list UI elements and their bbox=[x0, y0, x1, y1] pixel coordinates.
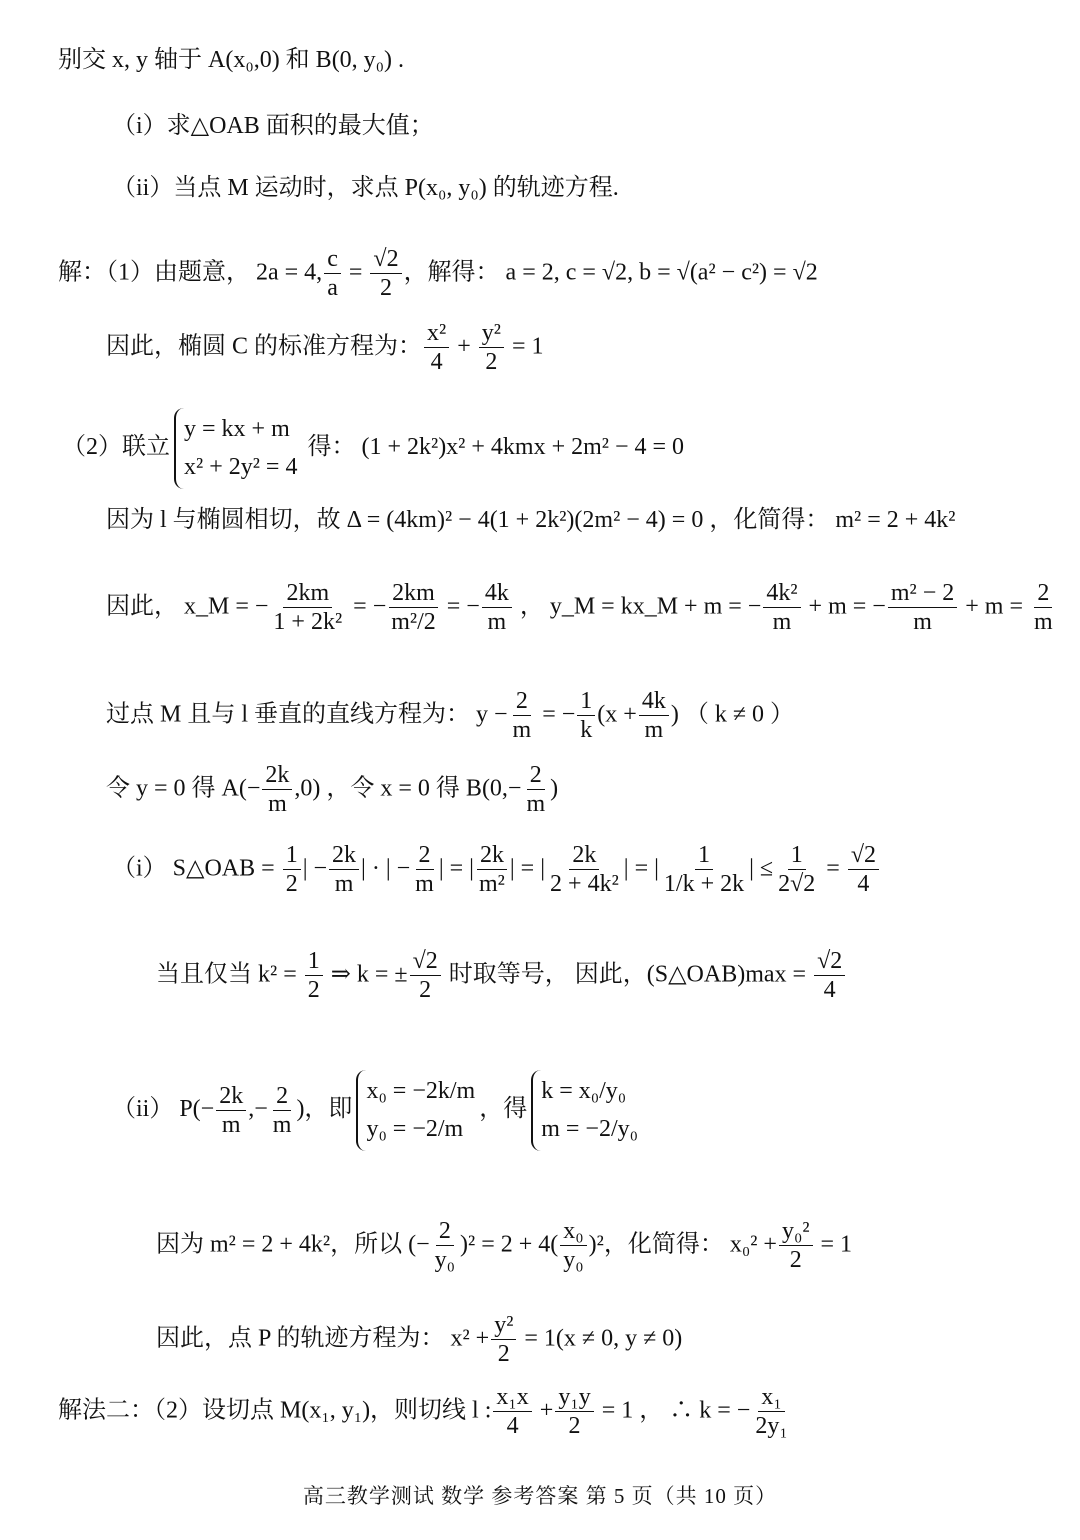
fraction: $\frac{2}{m}$ bbox=[1033, 580, 1053, 636]
fraction: $\frac{2}{m}$ bbox=[272, 1082, 292, 1138]
fraction: $\frac{1}{k}$ bbox=[577, 688, 595, 744]
solution-part-2-system: （2）联立 y = kx + m x² + 2y² = 4 得： (1 + 2k²)x² + 4kmx + 2m² − 4 = 0 bbox=[62, 408, 684, 489]
point-m-coordinates: 因此， x_M = − $\frac{2km}{\text{1 + 2k²}}$ = − $\frac{2km}{\text{m²/2}}$ = − $\frac{4k}{m}$ ， y_M = kx_M + m = − $\frac{\text{4k²}}{m}$ + m = − $\frac{\text{m² − 2}}{m}$ + m = $\frac{2}{m}$ bbox=[106, 580, 1058, 636]
equality-condition-line: 当且仅当 k² = $\frac{1}{2}$ ⇒ k = ± $\frac{√2}{2}$ 时取等号， 因此，(S△OAB)max = $\frac{√2}{4}$ bbox=[156, 948, 847, 1004]
point-p-systems: （ii） P(− $\frac{2k}{m}$ ,− $\frac{2}{m}$ )，即 x₀ = −2k/m y₀ = −2/m ，得 k = x₀/y₀ m = −2/y₀ bbox=[112, 1070, 642, 1151]
question-ii: （ii）当点 M 运动时，求点 P(x₀, y₀) 的轨迹方程. bbox=[112, 175, 619, 201]
fraction: $\frac{2km}{\text{1 + 2k²}}$ bbox=[273, 580, 343, 636]
fraction: $\frac{√2}{4}$ bbox=[848, 842, 879, 898]
fraction-y2-over-2: $\frac{\text{y²}}{2}$ bbox=[479, 320, 504, 376]
locus-equation-line: 因此，点 P 的轨迹方程为： x² + $\frac{\text{y²}}{2}$ = 1(x ≠ 0, y ≠ 0) bbox=[156, 1312, 683, 1368]
question-i: （i）求△OAB 面积的最大值； bbox=[112, 113, 434, 139]
fraction: $\frac{1}{2√2}$ bbox=[778, 842, 816, 898]
points-a-b-line: 令 y = 0 得 A(− $\frac{2k}{m}$ ,0) ，令 x = 0 得 B(0,− $\frac{2}{m}$ ) bbox=[106, 762, 559, 818]
fraction: $\frac{4k}{m}$ bbox=[639, 688, 669, 744]
fraction: $\frac{1}{2}$ bbox=[283, 842, 301, 898]
fraction: $\frac{\text{y₀²}}{2}$ bbox=[779, 1218, 813, 1274]
fraction: $\frac{2k}{\text{m²}}$ bbox=[476, 842, 508, 898]
tangent-condition-line: 因为 l 与椭圆相切，故 Δ = (4km)² − 4(1 + 2k²)(2m² − 4) = 0 ，化简得： m² = 2 + 4k² bbox=[106, 507, 956, 533]
fraction: $\frac{\text{y₁y}}{2}$ bbox=[555, 1384, 593, 1440]
fraction: $\frac{\text{x₀}}{\text{y₀}}$ bbox=[560, 1218, 586, 1274]
fraction: $\frac{2}{m}$ bbox=[512, 688, 532, 744]
area-calculation: （i） S△OAB = $\frac{1}{2}$ | − $\frac{2k}{m}$ | · | − $\frac{2}{m}$ | = | $\frac{2k}{\text{m²}}$ | = | $\frac{2k}{\text{2 + 4k²}}$ | = | $\frac{1}{1/k + 2k}$ | ≤ $\frac{1}{2√2}$ = $\frac{√2}{4}$ bbox=[112, 842, 881, 898]
equation-system-line-ellipse: y = kx + m x² + 2y² = 4 bbox=[174, 408, 297, 489]
fraction-sqrt2-over-2: $\frac{√2}{2}$ bbox=[370, 246, 401, 302]
fraction: $\frac{\text{4k²}}{m}$ bbox=[763, 580, 800, 636]
line-intercepts: 别交 x, y 轴于 A(x₀,0) 和 B(0, y₀) . bbox=[58, 47, 405, 73]
fraction-c-over-a: $\frac{c}{a}$ bbox=[324, 246, 341, 302]
fraction: $\frac{2k}{m}$ bbox=[329, 842, 359, 898]
solution-part-1: 解：（1）由题意， 2a = 4, $\frac{c}{a}$ = $\frac{√2}{2}$ ，解得： a = 2, c = √2, b = √(a² − c²) = √2 bbox=[58, 246, 818, 302]
ellipse-equation-line: 因此，椭圆 C 的标准方程为： $\frac{\text{x²}}{4}$ + $\frac{\text{y²}}{2}$ = 1 bbox=[106, 320, 544, 376]
perpendicular-line-equation: 过点 M 且与 l 垂直的直线方程为： y − $\frac{2}{m}$ = − $\frac{1}{k}$ (x + $\frac{4k}{m}$ ) （ k ≠ 0 ） bbox=[106, 688, 794, 744]
fraction: $\frac{2k}{m}$ bbox=[262, 762, 292, 818]
fraction: $\frac{√2}{2}$ bbox=[410, 948, 441, 1004]
substitution-line: 因为 m² = 2 + 4k²，所以 (− $\frac{2}{\text{y₀}}$ )² = 2 + 4( $\frac{\text{x₀}}{\text{y₀}}$ )²，化简得： x₀² + $\frac{\text{y₀²}}{2}$ = 1 bbox=[156, 1218, 853, 1274]
fraction: $\frac{2}{\text{y₀}}$ bbox=[434, 1218, 456, 1274]
fraction: $\frac{2}{m}$ bbox=[526, 762, 546, 818]
fraction: $\frac{4k}{m}$ bbox=[482, 580, 512, 636]
fraction: $\frac{1}{2}$ bbox=[305, 948, 323, 1004]
fraction: $\frac{2k}{\text{2 + 4k²}}$ bbox=[550, 842, 619, 898]
fraction: $\frac{2}{m}$ bbox=[415, 842, 434, 898]
fraction: $\frac{\text{x₁x}}{4}$ bbox=[493, 1384, 531, 1440]
fraction: $\frac{\text{x₁}}{\text{2y₁}}$ bbox=[755, 1384, 788, 1440]
fraction: $\frac{√2}{4}$ bbox=[814, 948, 845, 1004]
alternative-solution-line: 解法二：（2）设切点 M(x₁, y₁)，则切线 l : $\frac{\text{x₁x}}{4}$ + $\frac{\text{y₁y}}{2}$ = 1 ， ∴ k = − $\frac{\text{x₁}}{\text{2y₁}}$ bbox=[58, 1384, 793, 1440]
fraction: $\frac{2km}{\text{m²/2}}$ bbox=[388, 580, 439, 636]
fraction: $\frac{1}{1/k + 2k}$ bbox=[663, 842, 745, 898]
fraction: $\frac{\text{y²}}{2}$ bbox=[491, 1312, 516, 1368]
fraction: $\frac{\text{m² − 2}}{m}$ bbox=[888, 580, 957, 636]
equation-system-k-m: k = x₀/y₀ m = −2/y₀ bbox=[531, 1070, 638, 1151]
equation-system-x0-y0: x₀ = −2k/m y₀ = −2/m bbox=[356, 1070, 475, 1151]
fraction-x2-over-4: $\frac{\text{x²}}{4}$ bbox=[424, 320, 449, 376]
page-footer: 高三教学测试 数学 参考答案 第 5 页（共 10 页） bbox=[302, 1484, 778, 1508]
fraction: $\frac{2k}{m}$ bbox=[216, 1083, 246, 1139]
